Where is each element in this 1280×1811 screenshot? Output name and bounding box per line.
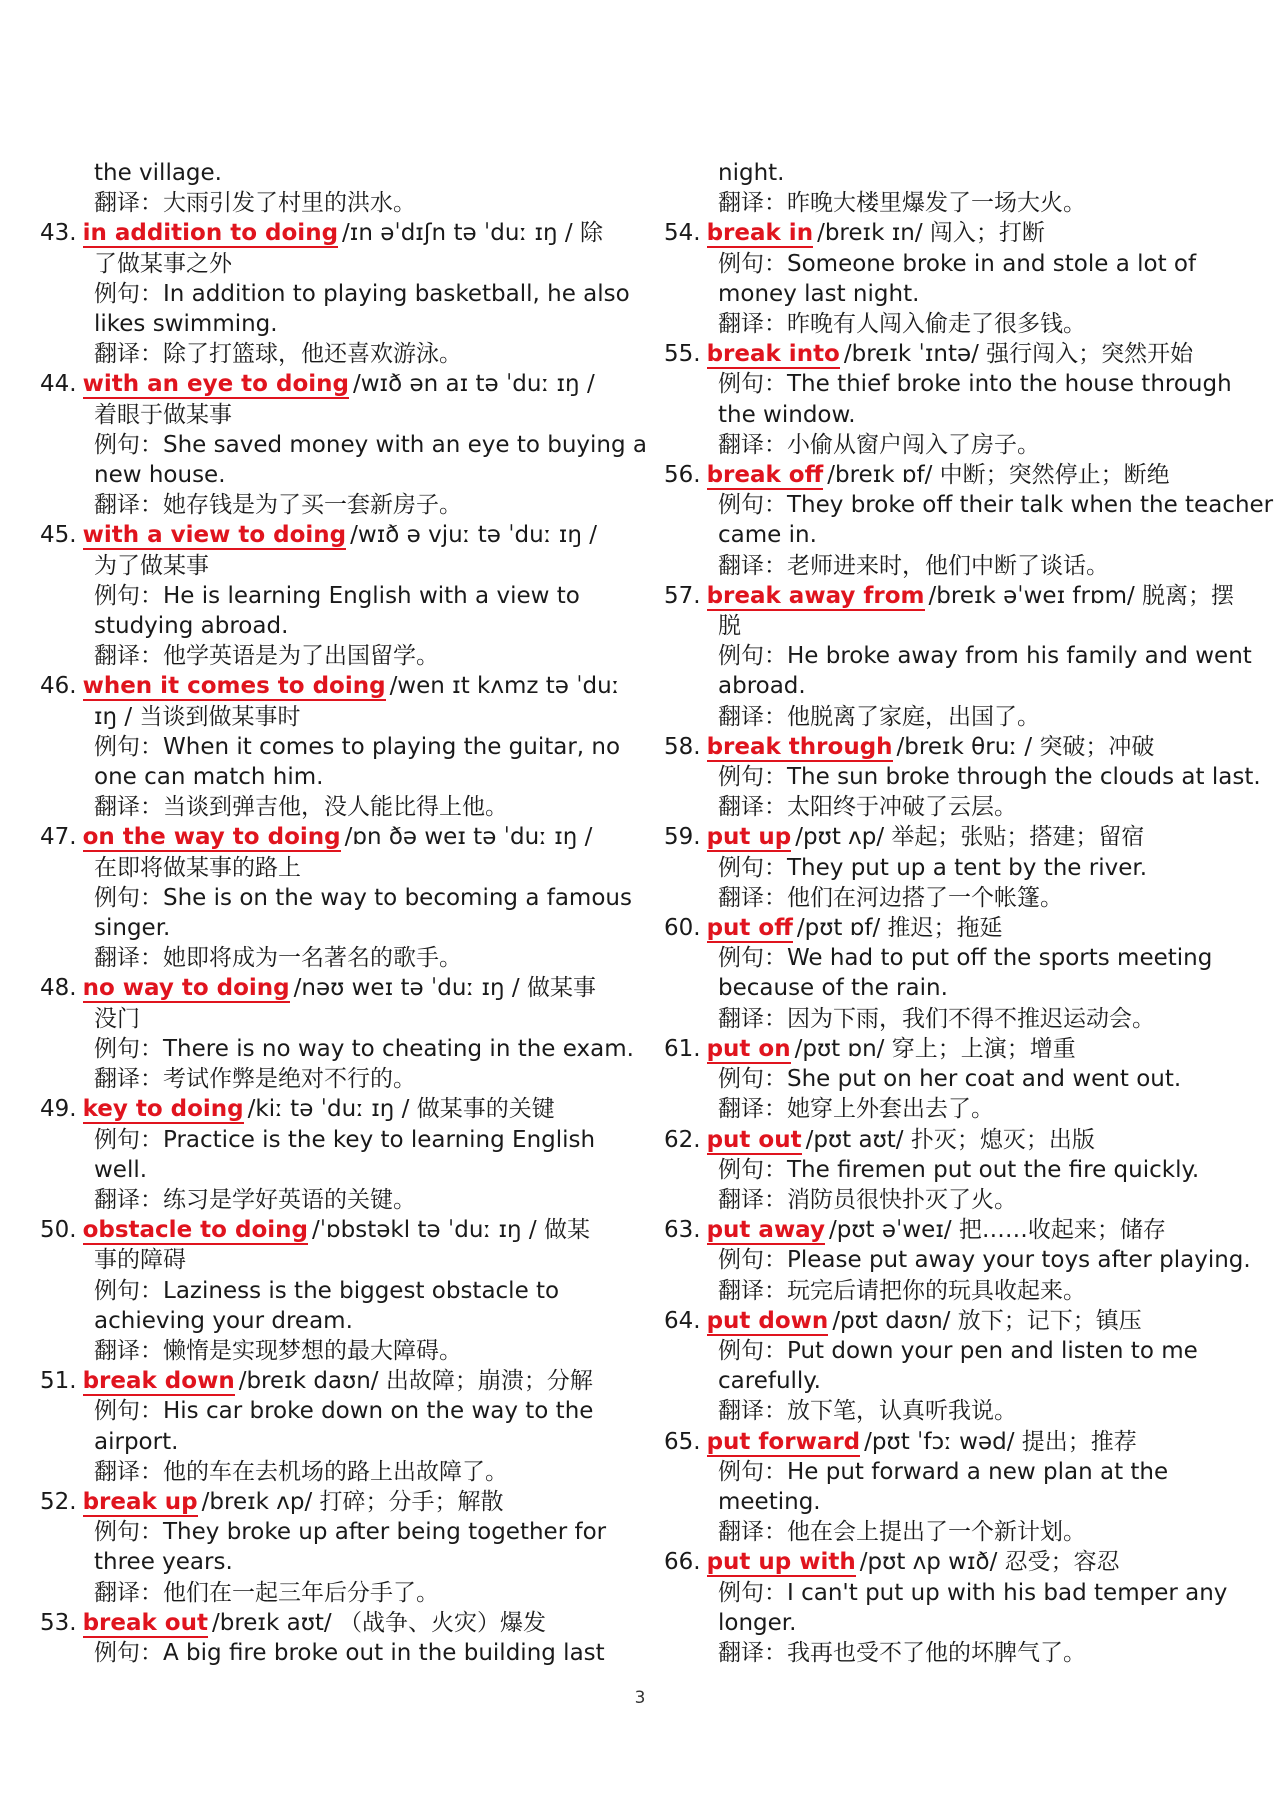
phonetic-and-meaning: /wen ɪt kʌmz tə ˈduː bbox=[389, 673, 620, 700]
example-sentence: 例句：They broke up after being together for bbox=[94, 1519, 607, 1546]
entry-heading bbox=[40, 973, 625, 1003]
entry-line: meeting. bbox=[718, 1488, 821, 1515]
phrase-term: no way to doing bbox=[82, 975, 290, 1002]
translation: 翻译：她穿上外套出去了。 bbox=[718, 1096, 994, 1123]
entry-number: 53. bbox=[40, 1609, 77, 1636]
translation: 翻译：他们在一起三年后分手了。 bbox=[94, 1579, 439, 1606]
entry-number: 63. bbox=[664, 1217, 701, 1244]
translation: 翻译：小偷从窗户闯入了房子。 bbox=[718, 431, 1040, 458]
entry-number: 49. bbox=[40, 1096, 77, 1123]
entry-number: 54. bbox=[664, 220, 701, 247]
entry-line: 了做某事之外 bbox=[94, 250, 232, 277]
entry-line: came in. bbox=[718, 522, 817, 549]
translation: 翻译：她存钱是为了买一套新房子。 bbox=[94, 492, 462, 519]
translation: 翻译：昨晚有人闯入偷走了很多钱。 bbox=[718, 311, 1086, 338]
phrase-term: when it comes to doing bbox=[82, 673, 386, 700]
continuation-line: 翻译：昨晚大楼里爆发了一场大火。 bbox=[718, 190, 1086, 217]
entry-number: 57. bbox=[664, 582, 701, 609]
phrase-term: break out bbox=[82, 1609, 208, 1636]
translation: 翻译：练习是学好英语的关键。 bbox=[94, 1186, 416, 1213]
example-sentence: 例句：They put up a tent by the river. bbox=[718, 854, 1148, 881]
phrase-term: key to doing bbox=[82, 1096, 244, 1123]
entry-number: 50. bbox=[40, 1217, 77, 1244]
entry-number: 66. bbox=[664, 1549, 701, 1576]
phrase-term: break through bbox=[706, 733, 893, 760]
example-sentence: 例句：We had to put off the sports meeting bbox=[718, 945, 1213, 972]
phonetic-and-meaning: /breɪk ɒf/ 中断；突然停止；断绝 bbox=[827, 462, 1170, 489]
translation: 翻译：放下笔，认真听我说。 bbox=[718, 1398, 1017, 1425]
entry-heading bbox=[40, 218, 625, 248]
example-sentence: 例句：Laziness is the biggest obstacle to bbox=[94, 1277, 560, 1304]
entry-line: 脱 bbox=[718, 613, 741, 640]
translation: 翻译：太阳终于冲破了云层。 bbox=[718, 794, 1017, 821]
entry-heading bbox=[40, 1094, 625, 1124]
entry-heading bbox=[664, 1427, 1249, 1457]
phonetic-and-meaning: /ɒn ðə weɪ tə ˈduː ɪŋ / bbox=[344, 824, 593, 851]
entry-heading bbox=[664, 339, 1249, 369]
translation: 翻译：他学英语是为了出国留学。 bbox=[94, 643, 439, 670]
example-sentence: 例句：A big fire broke out in the building last bbox=[94, 1639, 605, 1666]
entry-heading bbox=[664, 822, 1249, 852]
entry-heading bbox=[664, 913, 1249, 943]
entry-number: 46. bbox=[40, 673, 77, 700]
entry-heading bbox=[40, 1366, 625, 1396]
phrase-term: put down bbox=[706, 1307, 829, 1334]
example-sentence: 例句：He broke away from his family and went bbox=[718, 643, 1252, 670]
phonetic-and-meaning: /wɪð ə vjuː tə ˈduː ɪŋ / bbox=[350, 522, 597, 549]
translation: 翻译：他脱离了家庭，出国了。 bbox=[718, 703, 1040, 730]
entry-heading bbox=[40, 671, 625, 701]
translation: 翻译：他在会上提出了一个新计划。 bbox=[718, 1519, 1086, 1546]
entry-heading bbox=[40, 1487, 625, 1517]
phrase-term: put out bbox=[706, 1126, 802, 1153]
translation: 翻译：考试作弊是绝对不行的。 bbox=[94, 1066, 416, 1093]
right-column bbox=[664, 158, 1274, 1668]
entry-number: 60. bbox=[664, 915, 701, 942]
entry-line: one can match him. bbox=[94, 764, 324, 791]
phonetic-and-meaning: /breɪk ʌp/ 打碎；分手；解散 bbox=[201, 1488, 504, 1515]
entry-number: 51. bbox=[40, 1368, 77, 1395]
entry-number: 56. bbox=[664, 462, 701, 489]
example-sentence: 例句：Someone broke in and stole a lot of bbox=[718, 250, 1197, 277]
phrase-term: break off bbox=[706, 462, 824, 489]
entry-line: achieving your dream. bbox=[94, 1307, 353, 1334]
entry-number: 65. bbox=[664, 1428, 701, 1455]
entry-line: well. bbox=[94, 1156, 148, 1183]
example-sentence: 例句：Put down your pen and listen to me bbox=[718, 1337, 1198, 1364]
translation: 翻译：因为下雨，我们不得不推迟运动会。 bbox=[718, 1005, 1155, 1032]
entry-line: money last night. bbox=[718, 280, 920, 307]
phonetic-and-meaning: /nəʊ weɪ tə ˈduː ɪŋ / 做某事 bbox=[293, 975, 596, 1002]
entry-line: 在即将做某事的路上 bbox=[94, 854, 301, 881]
entry-line: the window. bbox=[718, 401, 856, 428]
phrase-term: with an eye to doing bbox=[82, 371, 349, 398]
entry-number: 43. bbox=[40, 220, 77, 247]
translation: 翻译：老师进来时，他们中断了谈话。 bbox=[718, 552, 1109, 579]
phonetic-and-meaning: /pʊt ɒn/ 穿上；上演；增重 bbox=[794, 1035, 1076, 1062]
phonetic-and-meaning: /breɪk ɪn/ 闯入；打断 bbox=[817, 220, 1045, 247]
entry-heading bbox=[664, 732, 1249, 762]
phrase-term: with a view to doing bbox=[82, 522, 347, 549]
phrase-term: on the way to doing bbox=[82, 824, 341, 851]
entry-heading bbox=[40, 369, 625, 399]
translation: 翻译：他的车在去机场的路上出故障了。 bbox=[94, 1458, 508, 1485]
entry-heading bbox=[664, 460, 1249, 490]
phrase-term: put up bbox=[706, 824, 792, 851]
phonetic-and-meaning: /kiː tə ˈduː ɪŋ / 做某事的关键 bbox=[247, 1096, 555, 1123]
entry-number: 45. bbox=[40, 522, 77, 549]
phrase-term: in addition to doing bbox=[82, 220, 339, 247]
translation: 翻译：懒惰是实现梦想的最大障碍。 bbox=[94, 1337, 462, 1364]
translation: 翻译：我再也受不了他的坏脾气了。 bbox=[718, 1639, 1086, 1666]
phonetic-and-meaning: /ˈɒbstəkl tə ˈduː ɪŋ / 做某 bbox=[311, 1217, 590, 1244]
entry-heading bbox=[40, 520, 625, 550]
translation: 翻译：她即将成为一名著名的歌手。 bbox=[94, 945, 462, 972]
example-sentence: 例句：They broke off their talk when the teacher bbox=[718, 492, 1274, 519]
entry-heading bbox=[664, 1125, 1249, 1155]
entry-number: 48. bbox=[40, 975, 77, 1002]
left-column bbox=[40, 158, 647, 1668]
phrase-term: put on bbox=[706, 1035, 791, 1062]
page-number: 3 bbox=[634, 1688, 646, 1708]
entry-heading bbox=[664, 1547, 1249, 1577]
phonetic-and-meaning: /pʊt əˈweɪ/ 把……收起来；储存 bbox=[829, 1217, 1166, 1244]
phonetic-and-meaning: /breɪk aʊt/ （战争、火灾）爆发 bbox=[211, 1609, 546, 1636]
translation: 翻译：他们在河边搭了一个帐篷。 bbox=[718, 884, 1063, 911]
entry-line: airport. bbox=[94, 1428, 179, 1455]
example-sentence: 例句：He put forward a new plan at the bbox=[718, 1458, 1169, 1485]
entry-line: 为了做某事 bbox=[94, 552, 209, 579]
example-sentence: 例句：In addition to playing basketball, he also bbox=[94, 280, 630, 307]
phonetic-and-meaning: /pʊt daʊn/ 放下；记下；镇压 bbox=[832, 1307, 1142, 1334]
entry-line: studying abroad. bbox=[94, 613, 289, 640]
entry-number: 59. bbox=[664, 824, 701, 851]
example-sentence: 例句：She saved money with an eye to buying a bbox=[94, 431, 647, 458]
example-sentence: 例句：I can't put up with his bad temper any bbox=[718, 1579, 1228, 1606]
example-sentence: 例句：The thief broke into the house through bbox=[718, 371, 1232, 398]
phonetic-and-meaning: /wɪð ən aɪ tə ˈduː ɪŋ / bbox=[352, 371, 595, 398]
example-sentence: 例句：The firemen put out the fire quickly. bbox=[718, 1156, 1200, 1183]
phrase-term: put forward bbox=[706, 1428, 861, 1455]
phrase-term: put up with bbox=[706, 1549, 856, 1576]
entry-heading bbox=[664, 581, 1249, 611]
translation: 翻译：玩完后请把你的玩具收起来。 bbox=[718, 1277, 1086, 1304]
phonetic-and-meaning: /pʊt ˈfɔː wəd/ 提出；推荐 bbox=[864, 1428, 1137, 1455]
example-sentence: 例句：When it comes to playing the guitar, no bbox=[94, 733, 621, 760]
entry-line: 没门 bbox=[94, 1005, 140, 1032]
entry-line: carefully. bbox=[718, 1368, 821, 1395]
phonetic-and-meaning: /breɪk daʊn/ 出故障；崩溃；分解 bbox=[238, 1368, 593, 1395]
translation: 翻译：消防员很快扑灭了火。 bbox=[718, 1186, 1017, 1213]
phrase-term: put off bbox=[706, 915, 793, 942]
translation: 翻译：当谈到弹吉他，没人能比得上他。 bbox=[94, 794, 508, 821]
entry-number: 44. bbox=[40, 371, 77, 398]
phonetic-and-meaning: /pʊt ɒf/ 推迟；拖延 bbox=[796, 915, 1003, 942]
entry-line: abroad. bbox=[718, 673, 806, 700]
entry-line: longer. bbox=[718, 1609, 797, 1636]
entry-number: 55. bbox=[664, 341, 701, 368]
entry-number: 52. bbox=[40, 1488, 77, 1515]
entry-number: 47. bbox=[40, 824, 77, 851]
entry-line: likes swimming. bbox=[94, 311, 278, 338]
entry-number: 61. bbox=[664, 1035, 701, 1062]
entry-line: ɪŋ / 当谈到做某事时 bbox=[94, 703, 301, 730]
phonetic-and-meaning: /ɪn əˈdɪʃn tə ˈduː ɪŋ / 除 bbox=[342, 220, 603, 247]
phonetic-and-meaning: /pʊt ʌp/ 举起；张贴；搭建；留宿 bbox=[795, 824, 1145, 851]
entry-heading bbox=[40, 822, 625, 852]
entry-heading bbox=[664, 1034, 1249, 1064]
example-sentence: 例句：The sun broke through the clouds at last. bbox=[718, 764, 1261, 791]
entry-line: singer. bbox=[94, 915, 171, 942]
phrase-term: obstacle to doing bbox=[82, 1217, 308, 1244]
example-sentence: 例句：She put on her coat and went out. bbox=[718, 1066, 1182, 1093]
phonetic-and-meaning: /pʊt aʊt/ 扑灭；熄灭；出版 bbox=[805, 1126, 1095, 1153]
entry-line: 事的障碍 bbox=[94, 1247, 186, 1274]
phrase-term: break down bbox=[82, 1368, 235, 1395]
example-sentence: 例句：His car broke down on the way to the bbox=[94, 1398, 594, 1425]
continuation-line: 翻译：大雨引发了村里的洪水。 bbox=[94, 190, 416, 217]
entry-heading bbox=[40, 1215, 625, 1245]
phrase-term: break away from bbox=[706, 582, 925, 609]
continuation-line: the village. bbox=[94, 160, 222, 186]
phonetic-and-meaning: /breɪk əˈweɪ frɒm/ 脱离；摆 bbox=[928, 582, 1235, 609]
example-sentence: 例句：There is no way to cheating in the exam. bbox=[94, 1035, 634, 1062]
phrase-term: break into bbox=[706, 341, 840, 368]
example-sentence: 例句：Please put away your toys after playing. bbox=[718, 1247, 1251, 1274]
example-sentence: 例句：Practice is the key to learning English bbox=[94, 1126, 596, 1153]
entry-number: 62. bbox=[664, 1126, 701, 1153]
phrase-term: break up bbox=[82, 1488, 198, 1515]
entry-heading bbox=[664, 218, 1249, 248]
example-sentence: 例句：She is on the way to becoming a famous bbox=[94, 884, 632, 911]
phonetic-and-meaning: /breɪk ˈɪntə/ 强行闯入；突然开始 bbox=[843, 341, 1194, 368]
phrase-term: put away bbox=[706, 1217, 825, 1244]
entry-heading bbox=[40, 1608, 625, 1638]
entry-heading bbox=[664, 1215, 1249, 1245]
translation: 翻译：除了打篮球，他还喜欢游泳。 bbox=[94, 341, 462, 368]
entry-line: 着眼于做某事 bbox=[94, 401, 232, 428]
phonetic-and-meaning: /breɪk θruː / 突破；冲破 bbox=[896, 733, 1155, 760]
entry-line: because of the rain. bbox=[718, 975, 948, 1002]
entry-heading bbox=[664, 1306, 1249, 1336]
entry-line: three years. bbox=[94, 1549, 233, 1576]
continuation-line: night. bbox=[718, 160, 785, 186]
entry-number: 64. bbox=[664, 1307, 701, 1334]
phonetic-and-meaning: /pʊt ʌp wɪð/ 忍受；容忍 bbox=[859, 1549, 1120, 1576]
example-sentence: 例句：He is learning English with a view to bbox=[94, 582, 580, 609]
phrase-term: break in bbox=[706, 220, 814, 247]
entry-number: 58. bbox=[664, 733, 701, 760]
entry-line: new house. bbox=[94, 462, 226, 489]
